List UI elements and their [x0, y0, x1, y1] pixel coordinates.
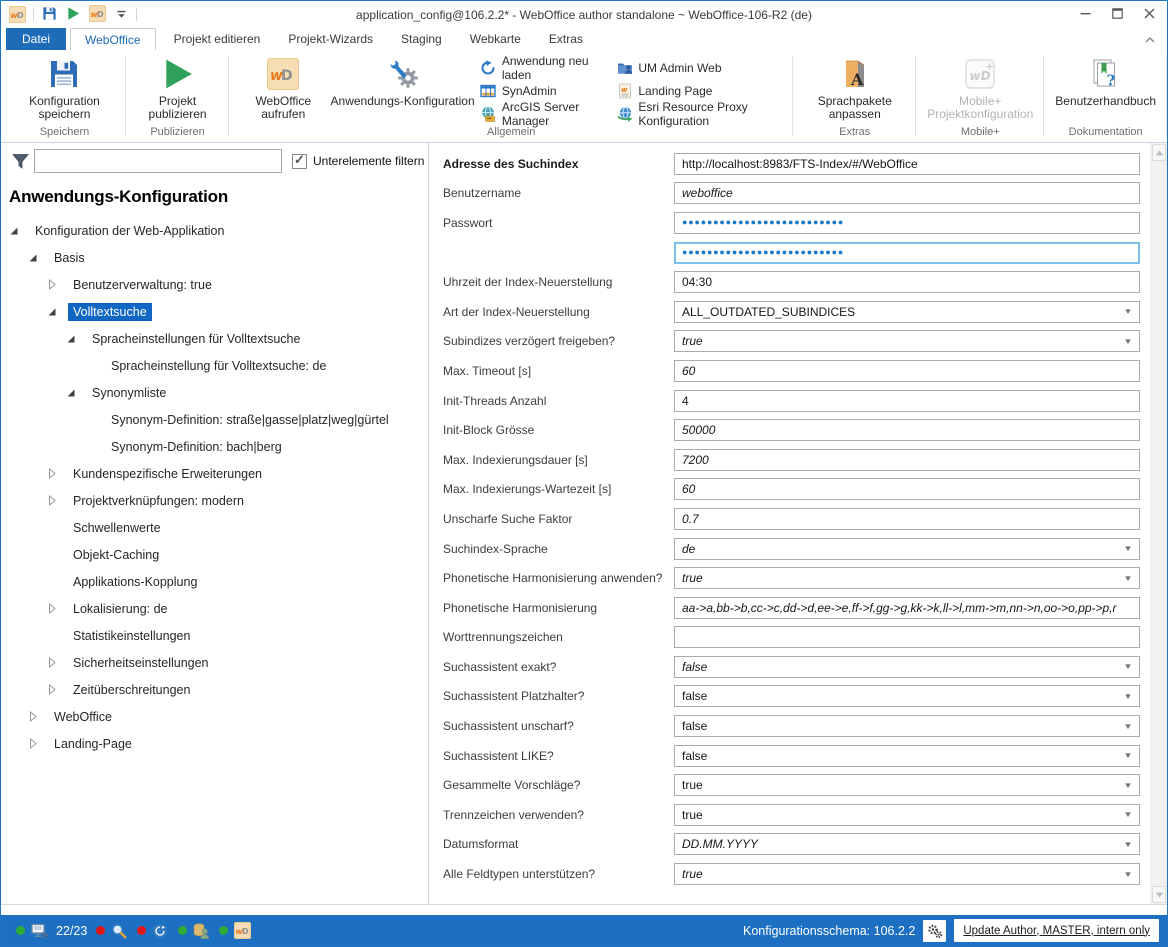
- tree-item-label: Spracheinstellungen für Volltextsuche: [92, 331, 301, 346]
- qat-more-icon: [116, 8, 127, 22]
- tree-item-label: Applikations-Kopplung: [73, 574, 198, 589]
- ribbon-group-publizieren: [126, 50, 229, 142]
- datumsformat-select[interactable]: [674, 833, 1140, 855]
- schema-settings-button[interactable]: [923, 920, 946, 942]
- suchassistent-like-select[interactable]: [674, 745, 1140, 767]
- play32-icon: [161, 55, 195, 93]
- weboffice-aufrufen-button[interactable]: [232, 53, 334, 121]
- servers-icon: [30, 923, 48, 939]
- tree-item-objekt-caching[interactable]: [1, 541, 428, 568]
- ribbon-group-label: Speichern: [39, 126, 90, 138]
- button-label: Projekt publizieren: [148, 94, 207, 121]
- tree-item-spracheinstellungen-f-r-volltextsuche[interactable]: [1, 325, 428, 352]
- subindizes-verz-gert-freigeben-select[interactable]: [674, 330, 1140, 352]
- tree-item-label: Konfiguration der Web-Applikation: [35, 223, 225, 238]
- field-label: Suchassistent unscharf?: [443, 719, 574, 734]
- divider: [136, 8, 137, 21]
- reload-icon: [480, 60, 497, 76]
- save-button[interactable]: [38, 5, 60, 25]
- field-label: Worttrennungszeichen: [443, 630, 563, 645]
- esri-resource-proxy-konfiguration-button[interactable]: [613, 99, 790, 128]
- tree-item-zeit-berschreitungen[interactable]: [1, 676, 428, 703]
- collapse-arrow-icon[interactable]: [9, 226, 30, 236]
- collapse-arrow-icon[interactable]: [66, 388, 87, 398]
- benutzerhandbuch-button[interactable]: [1047, 53, 1164, 108]
- ribbon-group-mobile: [916, 50, 1044, 142]
- form-row: [443, 741, 1150, 771]
- tree-item-label: Synonym-Definition: straße|gasse|platz|weg|gürtel: [111, 412, 389, 427]
- trennzeichen-verwenden-select[interactable]: [674, 804, 1140, 826]
- form-row: [443, 830, 1150, 860]
- form-row: [443, 356, 1150, 386]
- tree-item-label: Basis: [54, 250, 85, 265]
- green-status-dot: [219, 926, 228, 935]
- ribbon-group-label: Extras: [839, 126, 871, 138]
- form-row: [443, 238, 1150, 268]
- landing-icon: [616, 83, 633, 99]
- tab-projekt-wizards[interactable]: Projekt-Wizards: [288, 32, 374, 46]
- adresse-des-suchindex-input[interactable]: [674, 153, 1140, 175]
- tree-item-label: Spracheinstellung für Volltextsuche: de: [111, 358, 327, 373]
- minimize-button[interactable]: [1069, 4, 1101, 26]
- svg-text:w: w: [10, 11, 18, 20]
- tree-item-volltextsuche[interactable]: [1, 298, 428, 325]
- field-value: true: [682, 571, 703, 586]
- field-value: false: [682, 748, 708, 763]
- filter-checkbox-label: Unterelemente filtern: [313, 154, 425, 168]
- chevron-down-icon[interactable]: ▼: [1123, 573, 1133, 583]
- form-row: [443, 297, 1150, 327]
- window-controls: [1069, 4, 1165, 26]
- form-row: [443, 623, 1150, 653]
- field-label: Datumsformat: [443, 837, 519, 852]
- suchindex-sprache-select[interactable]: [674, 538, 1140, 560]
- chevron-down-icon[interactable]: ▼: [1123, 691, 1133, 701]
- field-label: Suchassistent exakt?: [443, 659, 557, 674]
- field-value: 0.7: [682, 511, 699, 526]
- ribbon-group-extras: [793, 50, 916, 142]
- chevron-down-icon[interactable]: ▼: [1123, 544, 1133, 554]
- tree-item-projektverkn-pfungen-modern[interactable]: [1, 487, 428, 514]
- globe-shield-icon: [151, 923, 169, 939]
- svg-text:D: D: [96, 9, 104, 19]
- proxy-icon: [616, 106, 633, 122]
- collapse-arrow-icon[interactable]: [47, 307, 68, 317]
- tree-item-basis[interactable]: [1, 244, 428, 271]
- tree-item-lokalisierung-de[interactable]: [1, 595, 428, 622]
- chevron-down-icon[interactable]: ▼: [1123, 810, 1133, 820]
- tab-staging[interactable]: Staging: [401, 32, 442, 46]
- tree-item-label: Kundenspezifische Erweiterungen: [73, 466, 263, 481]
- tree-item-label: Benutzerverwaltung: true: [73, 277, 212, 292]
- ribbon-group-speichern: [3, 50, 126, 142]
- weboffice-mini-icon: [233, 923, 251, 939]
- projekt-publizieren-button[interactable]: [129, 53, 226, 121]
- collapse-arrow-icon[interactable]: [66, 334, 87, 344]
- form-row: [443, 149, 1150, 179]
- field-value: 60: [682, 363, 696, 378]
- tree-item-benutzerverwaltung-true[interactable]: [1, 271, 428, 298]
- tree-item-label: Statistikeinstellungen: [73, 628, 191, 643]
- collapse-ribbon-button[interactable]: [1141, 32, 1159, 48]
- tree-item-label: Synonymliste: [92, 385, 167, 400]
- chevron-down-icon[interactable]: ▼: [1123, 780, 1133, 790]
- field-value: 04:30: [682, 275, 713, 290]
- anwendungs-konfiguration-button[interactable]: [330, 53, 475, 108]
- svg-text:+: +: [985, 60, 995, 73]
- button-label: WebOffice aufrufen: [255, 94, 312, 121]
- tab-datei[interactable]: Datei: [6, 28, 66, 50]
- field-label: Suchindex-Sprache: [443, 541, 548, 556]
- search-icon: [110, 923, 128, 939]
- expand-arrow-icon[interactable]: [47, 495, 68, 506]
- anwendung-neu-laden-button[interactable]: [477, 53, 608, 82]
- tree-item-label: Landing-Page: [54, 736, 132, 751]
- ribbon-group-label: Dokumentation: [1068, 126, 1143, 138]
- form-row: [443, 711, 1150, 741]
- password-input[interactable]: [674, 212, 1140, 234]
- maximize-icon: [1112, 8, 1123, 22]
- field-label: Phonetische Harmonisierung: [443, 600, 598, 615]
- expand-arrow-icon[interactable]: [47, 657, 68, 668]
- form-row: [443, 327, 1150, 357]
- run-icon: [66, 6, 81, 24]
- tree-item-landing-page[interactable]: [1, 730, 428, 757]
- filter-icon: [10, 152, 30, 170]
- tab-extras[interactable]: Extras: [548, 32, 583, 46]
- art-der-index-neuerstellung-select[interactable]: [674, 301, 1140, 323]
- benutzername-input[interactable]: [674, 182, 1140, 204]
- field-value: de: [682, 541, 696, 556]
- database-user-icon: [192, 923, 210, 939]
- schema-version-label: Konfigurationsschema: 106.2.2: [743, 923, 916, 938]
- save32-icon: [48, 55, 80, 93]
- tree-item-label: Projektverknüpfungen: modern: [73, 493, 244, 508]
- field-value: 50000: [682, 423, 716, 438]
- suchassistent-platzhalter-select[interactable]: [674, 685, 1140, 707]
- synadmin-icon: [480, 83, 497, 99]
- field-label: Max. Indexierungsdauer [s]: [443, 452, 588, 467]
- svg-text:A: A: [850, 70, 864, 89]
- close-button[interactable]: [1133, 4, 1165, 26]
- alle-feldtypen-unterst-tzen-select[interactable]: [674, 863, 1140, 885]
- expand-arrow-icon[interactable]: [28, 711, 49, 722]
- expand-arrow-icon[interactable]: [28, 738, 49, 749]
- field-value: true: [682, 807, 703, 822]
- ribbon-group-label: Mobile+: [960, 126, 1000, 138]
- form-row: [443, 682, 1150, 712]
- button-label: Sprachpakete anpassen: [817, 94, 892, 121]
- form-row: [443, 475, 1150, 505]
- field-value: 60: [682, 482, 696, 497]
- umadmin-icon: [616, 60, 633, 76]
- field-value: aa->a,bb->b,cc->c,dd->d,ee->e,ff->f,gg->g,kk->k,ll->l,mm->m,nn->n,oo->o,pp->p,r: [682, 600, 1117, 615]
- status-item-globe-shield[interactable]: [137, 923, 169, 939]
- status-count: 22/23: [56, 923, 88, 938]
- ribbon-group-label: Publizieren: [150, 126, 205, 138]
- divider: [33, 8, 34, 21]
- field-label: Gesammelte Vorschläge?: [443, 778, 581, 793]
- tree-item-synonymliste[interactable]: [1, 379, 428, 406]
- field-value: true: [682, 334, 703, 349]
- field-value: 4: [682, 393, 689, 408]
- weboffice-icon: [267, 55, 299, 93]
- suchassistent-unscharf-select[interactable]: [674, 715, 1140, 737]
- quick-access-toolbar: [38, 5, 132, 25]
- form-row: [443, 593, 1150, 623]
- expand-arrow-icon[interactable]: [47, 603, 68, 614]
- svg-text:D: D: [281, 68, 293, 84]
- field-value: ALL_OUTDATED_SUBINDICES: [682, 304, 856, 319]
- button-label: Mobile+ Projektkonfiguration: [927, 94, 1034, 121]
- tab-weboffice[interactable]: WebOffice: [70, 28, 156, 50]
- password-dots: ●●●●●●●●●●●●●●●●●●●●●●●●●●: [682, 217, 845, 228]
- svg-text:w: w: [270, 68, 284, 84]
- field-label: Max. Timeout [s]: [443, 363, 532, 378]
- unscharfe-suche-faktor-input[interactable]: [674, 508, 1140, 530]
- tree-item-label: Schwellenwerte: [73, 520, 161, 535]
- tree-item-spracheinstellung-f-r-volltextsuche-de[interactable]: [1, 352, 428, 379]
- chevron-down-icon[interactable]: ▼: [1123, 721, 1133, 731]
- tree-item-applikations-kopplung[interactable]: [1, 568, 428, 595]
- expand-arrow-icon[interactable]: [47, 684, 68, 695]
- form-row: [443, 415, 1150, 445]
- form-row: [443, 179, 1150, 209]
- form-row: [443, 563, 1150, 593]
- ribbon-group-dokumentation: [1044, 50, 1167, 142]
- app-icon[interactable]: [5, 5, 29, 25]
- svg-text:w: w: [620, 85, 628, 94]
- config-form: [429, 143, 1150, 904]
- field-label: Init-Block Grösse: [443, 423, 535, 438]
- suchassistent-exakt-select[interactable]: [674, 656, 1140, 678]
- collapse-arrow-icon[interactable]: [28, 253, 49, 263]
- form-row: [443, 800, 1150, 830]
- arcgis-server-manager-button[interactable]: [477, 99, 608, 128]
- field-label: Suchassistent LIKE?: [443, 748, 554, 763]
- field-value: false: [682, 719, 708, 734]
- svg-text:?: ?: [1106, 71, 1115, 90]
- form-row: [443, 859, 1150, 889]
- gesammelte-vorschl-ge-select[interactable]: [674, 774, 1140, 796]
- qat-more-button[interactable]: [110, 5, 132, 25]
- save-icon: [42, 6, 57, 24]
- field-value: http://localhost:8983/FTS-Index/#/WebOffice: [682, 156, 918, 171]
- arcgis-icon: [480, 106, 497, 122]
- tree-panel: [1, 143, 429, 904]
- status-right: [743, 919, 1161, 942]
- field-label: Phonetische Harmonisierung anwenden?: [443, 571, 663, 586]
- form-row: [443, 208, 1150, 238]
- field-value: 7200: [682, 452, 709, 467]
- um-admin-web-button[interactable]: [613, 56, 790, 79]
- field-label: Init-Threads Anzahl: [443, 393, 547, 408]
- tab-bar: [1, 28, 1167, 50]
- langpack-icon: [839, 55, 871, 93]
- field-label: Benutzername: [443, 186, 522, 201]
- field-label: Subindizes verzögert freigeben?: [443, 334, 616, 349]
- tree-item-synonym-definition-stra-e-gasse-platz-weg-g-rtel[interactable]: [1, 406, 428, 433]
- tab-webkarte[interactable]: Webkarte: [469, 32, 521, 46]
- green-status-dot: [178, 926, 187, 935]
- expand-arrow-icon[interactable]: [47, 468, 68, 479]
- tab-projekt-editieren[interactable]: Projekt editieren: [173, 32, 261, 46]
- tree-item-label: Objekt-Caching: [73, 547, 160, 562]
- run-button[interactable]: [62, 5, 84, 25]
- tree-item-weboffice[interactable]: [1, 703, 428, 730]
- vertical-scrollbar[interactable]: [1150, 143, 1167, 904]
- filter-subelements-checkbox[interactable]: [292, 151, 307, 169]
- appconfig-icon: [386, 55, 420, 93]
- maximize-button[interactable]: [1101, 4, 1133, 26]
- green-status-dot: [16, 926, 25, 935]
- main-area: [1, 143, 1167, 905]
- tree-item-kundenspezifische-erweiterungen[interactable]: [1, 460, 428, 487]
- field-label: Unscharfe Suche Faktor: [443, 511, 573, 526]
- handbook-icon: [1090, 55, 1122, 93]
- tree-item-konfiguration-der-web-applikation[interactable]: [1, 217, 428, 244]
- button-label: UM Admin Web: [638, 60, 722, 75]
- check-icon: ✓: [294, 151, 305, 167]
- tree-item-sicherheitseinstellungen[interactable]: [1, 649, 428, 676]
- status-bar: [1, 915, 1167, 946]
- field-value: true: [682, 867, 703, 882]
- field-value: true: [682, 778, 703, 793]
- phonetische-harmonisierung-anwenden-select[interactable]: [674, 567, 1140, 589]
- filter-input[interactable]: [34, 149, 282, 173]
- chevron-down-icon[interactable]: ▼: [1123, 307, 1133, 317]
- field-value: false: [682, 659, 708, 674]
- status-item-weboffice-mini[interactable]: [219, 923, 251, 939]
- worttrennungszeichen-input[interactable]: [674, 626, 1140, 648]
- tree-item-label: WebOffice: [54, 709, 112, 724]
- svg-text:w: w: [90, 9, 98, 19]
- scroll-up-button[interactable]: [1152, 144, 1166, 161]
- konfiguration-speichern-button[interactable]: [6, 53, 123, 121]
- svg-text:D: D: [16, 11, 24, 20]
- form-row: [443, 267, 1150, 297]
- form-row: [443, 445, 1150, 475]
- field-label: Uhrzeit der Index-Neuerstellung: [443, 275, 613, 290]
- minimize-icon: [1080, 8, 1091, 22]
- button-label: Landing Page: [638, 83, 713, 98]
- form-row: [443, 534, 1150, 564]
- red-status-dot: [96, 926, 105, 935]
- field-value: false: [682, 689, 708, 704]
- field-label: Alle Feldtypen unterstützen?: [443, 867, 596, 882]
- tree-item-schwellenwerte[interactable]: [1, 514, 428, 541]
- field-value: DD.MM.YYYY: [682, 837, 759, 852]
- tree-item-statistikeinstellungen[interactable]: [1, 622, 428, 649]
- tree-item-label: Zeitüberschreitungen: [73, 682, 191, 697]
- button-label: ArcGIS Server Manager: [501, 99, 580, 128]
- red-status-dot: [137, 926, 146, 935]
- field-label: Adresse des Suchindex: [443, 156, 579, 171]
- panel-title: Anwendungs-Konfiguration: [9, 187, 228, 206]
- update-schema-button[interactable]: Update Author, MASTER, intern only: [954, 919, 1159, 942]
- phonetische-harmonisierung-input[interactable]: [674, 597, 1140, 619]
- button-label: Esri Resource Proxy Konfiguration: [638, 99, 748, 128]
- svg-text:w: w: [235, 927, 243, 936]
- weboffice-mini-icon: [89, 5, 106, 25]
- tree-item-label: Sicherheitseinstellungen: [73, 655, 209, 670]
- weboffice-mini-button[interactable]: [86, 5, 108, 25]
- init-block-gr-sse-input[interactable]: [674, 419, 1140, 441]
- scroll-down-button[interactable]: [1152, 886, 1166, 903]
- ribbon-group-label: Allgemein: [487, 126, 536, 138]
- chevron-down-icon[interactable]: ▼: [1123, 869, 1133, 879]
- field-label: Art der Index-Neuerstellung: [443, 304, 590, 319]
- window-title: application_config@106.2.2* - WebOffice author standalone ~ WebOffice-106-R2 (de): [356, 7, 812, 22]
- ribbon-group-allgemein: [229, 50, 793, 142]
- chevron-down-icon[interactable]: ▼: [1123, 839, 1133, 849]
- ribbon: [1, 50, 1167, 143]
- status-gap: [1, 905, 1167, 915]
- status-item-servers[interactable]: [16, 923, 87, 939]
- max-timeout-s-input[interactable]: [674, 360, 1140, 382]
- password-confirm-input[interactable]: [674, 242, 1140, 264]
- status-item-search[interactable]: [96, 923, 128, 939]
- field-label: Trennzeichen verwenden?: [443, 807, 584, 822]
- field-label: Max. Indexierungs-Wartezeit [s]: [443, 482, 612, 497]
- config-tree: [1, 217, 428, 757]
- filter-row: [1, 148, 428, 174]
- button-label: Anwendung neu laden: [501, 53, 589, 82]
- status-item-database-user[interactable]: [178, 923, 210, 939]
- svg-text:D: D: [241, 927, 249, 936]
- init-threads-anzahl-input[interactable]: [674, 390, 1140, 412]
- mobileplus-icon: [964, 55, 996, 93]
- tree-item-label: Volltextsuche: [68, 303, 152, 321]
- chevron-down-icon[interactable]: ▼: [1123, 751, 1133, 761]
- close-icon: [1144, 8, 1155, 22]
- form-row: [443, 504, 1150, 534]
- chevron-down-icon[interactable]: ▼: [1123, 662, 1133, 672]
- uhrzeit-der-index-neuerstellung-input[interactable]: [674, 271, 1140, 293]
- field-value: weboffice: [682, 186, 733, 201]
- max-indexierungsdauer-s-input[interactable]: [674, 449, 1140, 471]
- title-bar: [1, 1, 1167, 28]
- svg-text:wD: wD: [969, 69, 991, 83]
- sprachpakete-anpassen-button[interactable]: [796, 53, 913, 121]
- field-label: Passwort: [443, 215, 493, 230]
- tree-item-synonym-definition-bach-berg[interactable]: [1, 433, 428, 460]
- form-row: [443, 652, 1150, 682]
- form-row: [443, 386, 1150, 416]
- tree-item-label: Lokalisierung: de: [73, 601, 168, 616]
- max-indexierungs-wartezeit-s-input[interactable]: [674, 478, 1140, 500]
- button-label: Konfiguration speichern: [29, 94, 100, 121]
- password-dots: ●●●●●●●●●●●●●●●●●●●●●●●●●●: [682, 247, 845, 258]
- chevron-down-icon[interactable]: ▼: [1123, 336, 1133, 346]
- tree-item-label: Synonym-Definition: bach|berg: [111, 439, 282, 454]
- status-items: [7, 923, 251, 939]
- button-label: SynAdmin: [501, 83, 557, 98]
- button-label: Anwendungs-Konfiguration: [330, 94, 475, 108]
- mobile-projektkonfiguration-button: [919, 53, 1041, 121]
- field-label: Suchassistent Platzhalter?: [443, 689, 585, 704]
- form-row: [443, 770, 1150, 800]
- expand-arrow-icon[interactable]: [47, 279, 68, 290]
- button-label: Benutzerhandbuch: [1055, 94, 1157, 108]
